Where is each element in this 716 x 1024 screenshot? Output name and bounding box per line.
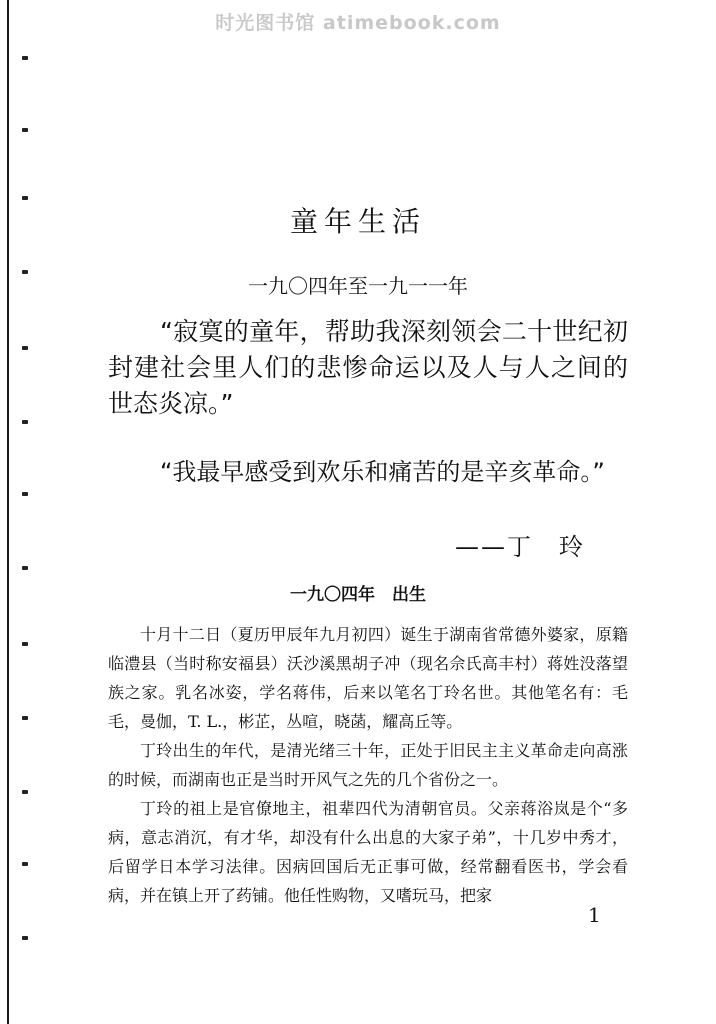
binding-mark [22,56,28,60]
binding-mark [22,566,28,570]
binding-mark [22,420,28,424]
binding-mark [22,642,28,646]
epigraph-author: ——丁 玲 [455,533,585,561]
paragraph: 十月十二日（夏历甲辰年九月初四）诞生于湖南省常德外婆家，原籍临澧县（当时称安福县）沃沙溪黑胡子冲（现名佘氏高丰村）蒋姓没落望族之家。乳名冰姿，学名蒋伟，后来以笔名丁玲名世。其他笔名有：毛毛，曼伽，T. L.，彬芷，丛喧，晓菡，耀高丘等。 [108,625,628,731]
page-number: 1 [588,903,601,927]
binding-mark [22,128,28,132]
binding-edge [7,0,9,1024]
binding-mark [22,346,28,350]
paragraph: 丁玲的祖上是官僚地主，祖辈四代为清朝官员。父亲蒋浴岚是个“多病，意志消沉，有才华，却没有什么出息的大家子弟”，十几岁中秀才，后留学日本学习法律。因病回国后无正事可做，经常翻看医书，学会看病，并在镇上开了药铺。他任性购物，又嗜玩马，把家 [108,799,628,905]
epigraph-quote-1: “寂寞的童年，帮助我深刻领会二十世纪初封建社会里人们的悲惨命运以及人与人之间的世态炎凉。” [108,317,628,418]
epigraph-quote-2: “我最早感受到欢乐和痛苦的是辛亥革命。” [160,458,605,486]
binding-mark [22,862,28,866]
chapter-title: 童年生活 [289,205,426,238]
paragraph: 丁玲出生的年代，是清光绪三十年，正处于旧民主主义革命走向高涨的时候，而湖南也正是当时开风气之先的几个省份之一。 [108,741,628,789]
chapter-years: 一九〇四年至一九一一年 [248,274,468,298]
binding-mark [22,716,28,720]
binding-mark [22,790,28,794]
binding-mark [22,492,28,496]
binding-mark [22,936,28,940]
body-text [108,620,628,910]
watermark: 时光图书馆 atimebook.com [215,12,501,34]
section-heading: 一九〇四年 出生 [290,585,426,605]
